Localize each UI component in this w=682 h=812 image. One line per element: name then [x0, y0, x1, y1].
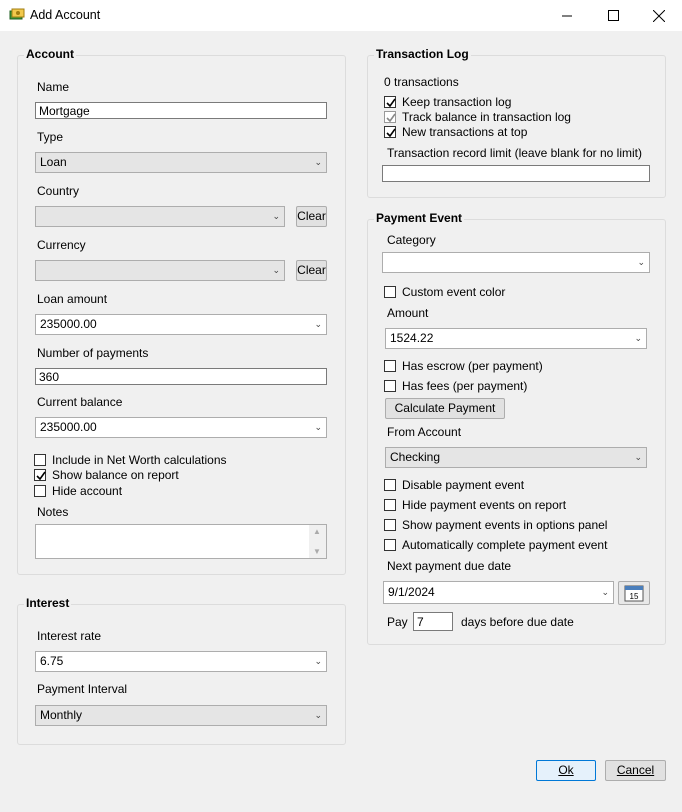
disable-event-checkbox[interactable]: [384, 478, 524, 492]
auto-complete-label: Automatically complete payment event: [402, 538, 608, 552]
interest-rate-label: Interest rate: [37, 629, 102, 643]
checkbox-box[interactable]: [34, 485, 46, 497]
type-select-value: Loan: [40, 155, 67, 169]
cancel-label: Cancel: [616, 763, 655, 777]
new-at-top-checkbox[interactable]: [384, 125, 527, 139]
ok-button[interactable]: [536, 760, 596, 781]
hide-account-label: Hide account: [52, 484, 123, 498]
disable-event-label: Disable payment event: [402, 478, 525, 492]
escrow-checkbox[interactable]: [384, 359, 543, 373]
loan-amount-value: 235000.00: [40, 317, 97, 331]
new-at-top-label: New transactions at top: [402, 125, 528, 139]
maximize-button[interactable]: [590, 0, 636, 31]
track-balance-checkbox[interactable]: [384, 110, 571, 124]
fees-label: Has fees (per payment): [402, 379, 528, 393]
category-select[interactable]: [382, 252, 650, 273]
payment-interval-select[interactable]: [35, 705, 327, 726]
calculate-payment-button[interactable]: Calculate Payment: [385, 398, 505, 419]
amount-label: Amount: [387, 306, 429, 320]
checkbox-box[interactable]: [384, 286, 396, 298]
current-balance-label: Current balance: [37, 395, 123, 409]
escrow-label: Has escrow (per payment): [402, 359, 543, 373]
amount-field[interactable]: [385, 328, 647, 349]
loan-amount-label: Loan amount: [37, 292, 108, 306]
pay-label: Pay: [387, 615, 408, 629]
track-balance-label: Track balance in transaction log: [402, 110, 571, 124]
currency-select[interactable]: [35, 260, 285, 281]
loan-amount-field[interactable]: [35, 314, 327, 335]
category-label: Category: [387, 233, 436, 247]
hide-events-checkbox[interactable]: [384, 498, 566, 512]
keep-log-checkbox[interactable]: [384, 95, 511, 109]
fees-checkbox[interactable]: [384, 379, 527, 393]
transaction-count: 0 transactions: [384, 75, 459, 89]
chevron-down-icon: ⌄: [601, 587, 609, 597]
transaction-log-title: Transaction Log: [376, 47, 469, 61]
type-select[interactable]: [35, 152, 327, 173]
checkbox-box[interactable]: [384, 96, 396, 108]
notes-scrollbar[interactable]: [309, 525, 326, 558]
pay-days-field[interactable]: 7: [413, 612, 453, 631]
custom-color-checkbox[interactable]: [384, 285, 505, 299]
checkbox-box[interactable]: [34, 469, 46, 481]
checkbox-box[interactable]: [34, 454, 46, 466]
due-date-field[interactable]: [383, 581, 614, 604]
country-label: Country: [37, 184, 80, 198]
ok-label: Ok: [558, 763, 574, 777]
from-account-select[interactable]: [385, 447, 647, 468]
chevron-down-icon: ⌄: [314, 157, 322, 167]
name-label: Name: [37, 80, 70, 94]
clear-country-button[interactable]: Clear: [296, 206, 327, 227]
custom-color-label: Custom event color: [402, 285, 506, 299]
clear-currency-button[interactable]: Clear: [296, 260, 327, 281]
chevron-down-icon: ⌄: [272, 265, 280, 275]
title-bar: [0, 0, 682, 31]
checkbox-box[interactable]: [384, 499, 396, 511]
checkbox-box[interactable]: [384, 539, 396, 551]
due-date-value: 9/1/2024: [388, 585, 435, 599]
scroll-down-icon[interactable]: ▼: [313, 547, 321, 556]
record-limit-field[interactable]: [382, 165, 650, 182]
checkbox-box[interactable]: [384, 360, 396, 372]
interest-group-title: Interest: [26, 596, 70, 610]
checkbox-box[interactable]: [384, 111, 396, 123]
country-select[interactable]: [35, 206, 285, 227]
chevron-down-icon: ⌄: [272, 211, 280, 221]
money-icon: [9, 8, 25, 22]
chevron-down-icon: ⌄: [314, 422, 322, 432]
close-button[interactable]: [636, 0, 682, 31]
show-events-checkbox[interactable]: [384, 518, 607, 532]
interest-rate-value: 6.75: [40, 654, 64, 668]
chevron-down-icon: ⌄: [637, 257, 645, 267]
payment-interval-value: Monthly: [40, 708, 83, 722]
chevron-down-icon: ⌄: [314, 656, 322, 666]
num-payments-field[interactable]: 360: [35, 368, 327, 385]
notes-textarea[interactable]: [35, 524, 327, 559]
days-before-label: days before due date: [461, 615, 574, 629]
from-account-label: From Account: [387, 425, 462, 439]
keep-log-label: Keep transaction log: [402, 95, 512, 109]
amount-value: 1524.22: [390, 331, 434, 345]
hide-events-label: Hide payment events on report: [402, 498, 567, 512]
from-account-value: Checking: [390, 450, 441, 464]
chevron-down-icon: ⌄: [314, 319, 322, 329]
payment-event-title: Payment Event: [376, 211, 463, 225]
checkbox-box[interactable]: [384, 380, 396, 392]
calendar-icon: [624, 584, 644, 602]
show-events-label: Show payment events in options panel: [402, 518, 608, 532]
due-date-label: Next payment due date: [387, 559, 512, 573]
current-balance-value: 235000.00: [40, 420, 97, 434]
include-networth-label: Include in Net Worth calculations: [52, 453, 227, 467]
hide-account-checkbox[interactable]: [34, 484, 122, 498]
chevron-down-icon: ⌄: [634, 452, 642, 462]
calendar-button[interactable]: [618, 581, 650, 605]
show-balance-label: Show balance on report: [52, 468, 179, 482]
auto-complete-checkbox[interactable]: [384, 538, 607, 552]
name-field[interactable]: Mortgage: [35, 102, 327, 119]
notes-label: Notes: [37, 505, 69, 519]
chevron-down-icon: ⌄: [634, 333, 642, 343]
checkbox-box[interactable]: [384, 519, 396, 531]
checkbox-box[interactable]: [384, 126, 396, 138]
checkbox-box[interactable]: [384, 479, 396, 491]
calendar-day: 15: [629, 592, 639, 601]
include-networth-checkbox[interactable]: [34, 453, 227, 467]
interest-rate-field[interactable]: [35, 651, 327, 672]
record-limit-label: Transaction record limit (leave blank for no limit): [387, 146, 642, 160]
payment-interval-label: Payment Interval: [37, 682, 128, 696]
minimize-button[interactable]: [544, 0, 590, 31]
window-title: Add Account: [30, 8, 101, 22]
currency-label: Currency: [37, 238, 86, 252]
current-balance-field[interactable]: [35, 417, 327, 438]
account-group-title: Account: [26, 47, 74, 61]
scroll-up-icon[interactable]: ▲: [313, 527, 321, 536]
chevron-down-icon: ⌄: [314, 710, 322, 720]
type-label: Type: [37, 130, 64, 144]
cancel-button[interactable]: [605, 760, 666, 781]
show-balance-checkbox[interactable]: [34, 468, 179, 482]
num-payments-label: Number of payments: [37, 346, 149, 360]
